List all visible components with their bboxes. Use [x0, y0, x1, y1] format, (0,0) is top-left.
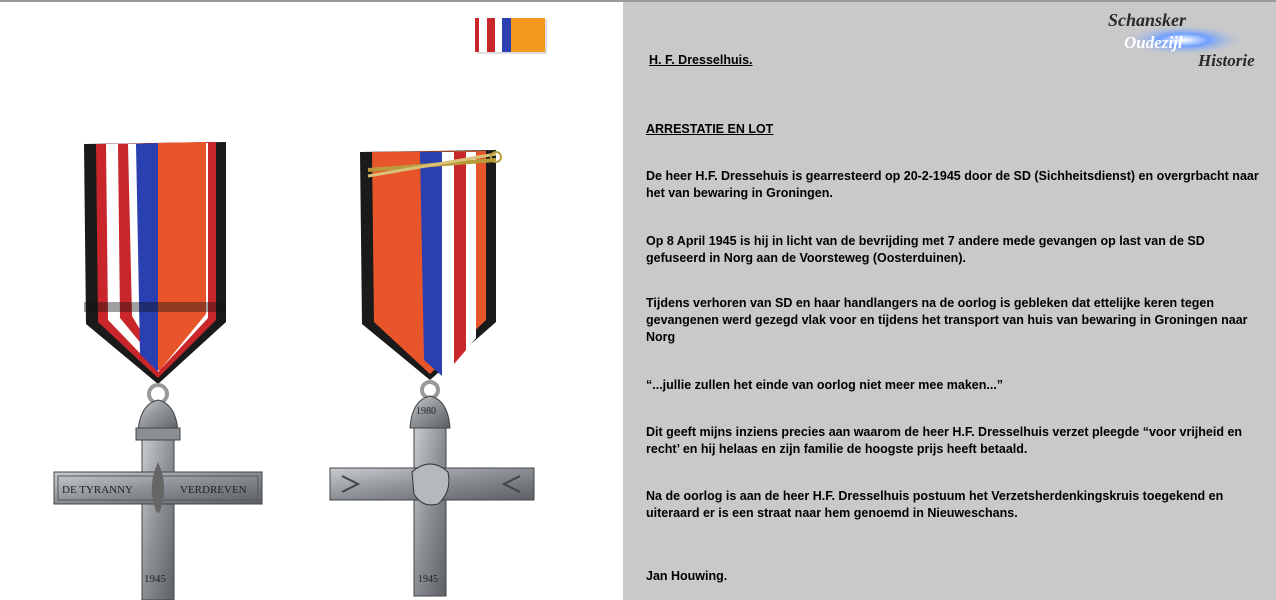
ribbon-bar-image: [475, 18, 547, 54]
quote: “...jullie zullen het einde van oorlog niet meer mee maken...”: [646, 378, 1004, 392]
paragraph-postwar: Na de oorlog is aan de heer H.F. Dresselhuis postuum het Verzetsherdenkingskruis toegekend en uiteraard er is een straat naar hem genoemd in Nieuweschans.: [646, 489, 1224, 520]
page-title: H. F. Dresselhuis.: [649, 53, 753, 67]
medal-back-top-year: 1980: [416, 406, 436, 417]
medal-back-bottom-year: 1945: [418, 574, 438, 585]
medal-image-panel: [0, 2, 623, 600]
medal-front-image: [40, 132, 280, 600]
medal-front-left-text: DE TYRANNY: [62, 484, 133, 496]
paragraph-interrogations: Tijdens verhoren van SD en haar handlangers na de oorlog is gebleken dat ettelijke keren tegen gevangenen werd gezegd vlak voor en tijdens het transport van huis van bewaring in Groningen naar Norg: [646, 296, 1248, 344]
article-panel: [623, 2, 1276, 600]
logo-line2: Oudezijl: [1124, 33, 1183, 52]
medal-front-year: 1945: [144, 573, 166, 585]
logo-line1: Schansker: [1108, 10, 1187, 30]
paragraph-resistance: Dit geeft mijns inziens precies aan waarom de heer H.F. Dresselhuis verzet pleegde “voor vrijheid en recht’ en hij helaas en zijn familie de hoogste prijs heeft betaald.: [646, 425, 1243, 456]
logo-line3: Historie: [1198, 51, 1255, 70]
paragraph-execution: Op 8 April 1945 is hij in licht van de bevrijding met 7 andere mede gevangen op last van de SD gefuseerd in Norg aan de Voorsteweg (Oosterduinen).: [646, 234, 1205, 265]
signature: Jan Houwing.: [646, 569, 728, 583]
medal-back-image: [320, 142, 550, 600]
section-heading: ARRESTATIE EN LOT: [646, 122, 774, 136]
paragraph-arrest: De heer H.F. Dressehuis is gearresteerd op 20-2-1945 door de SD (Sichheitsdienst) en overgrbacht naar het van bewaring in Groningen.: [646, 169, 1259, 200]
medal-front-right-text: VERDREVEN: [180, 484, 247, 496]
